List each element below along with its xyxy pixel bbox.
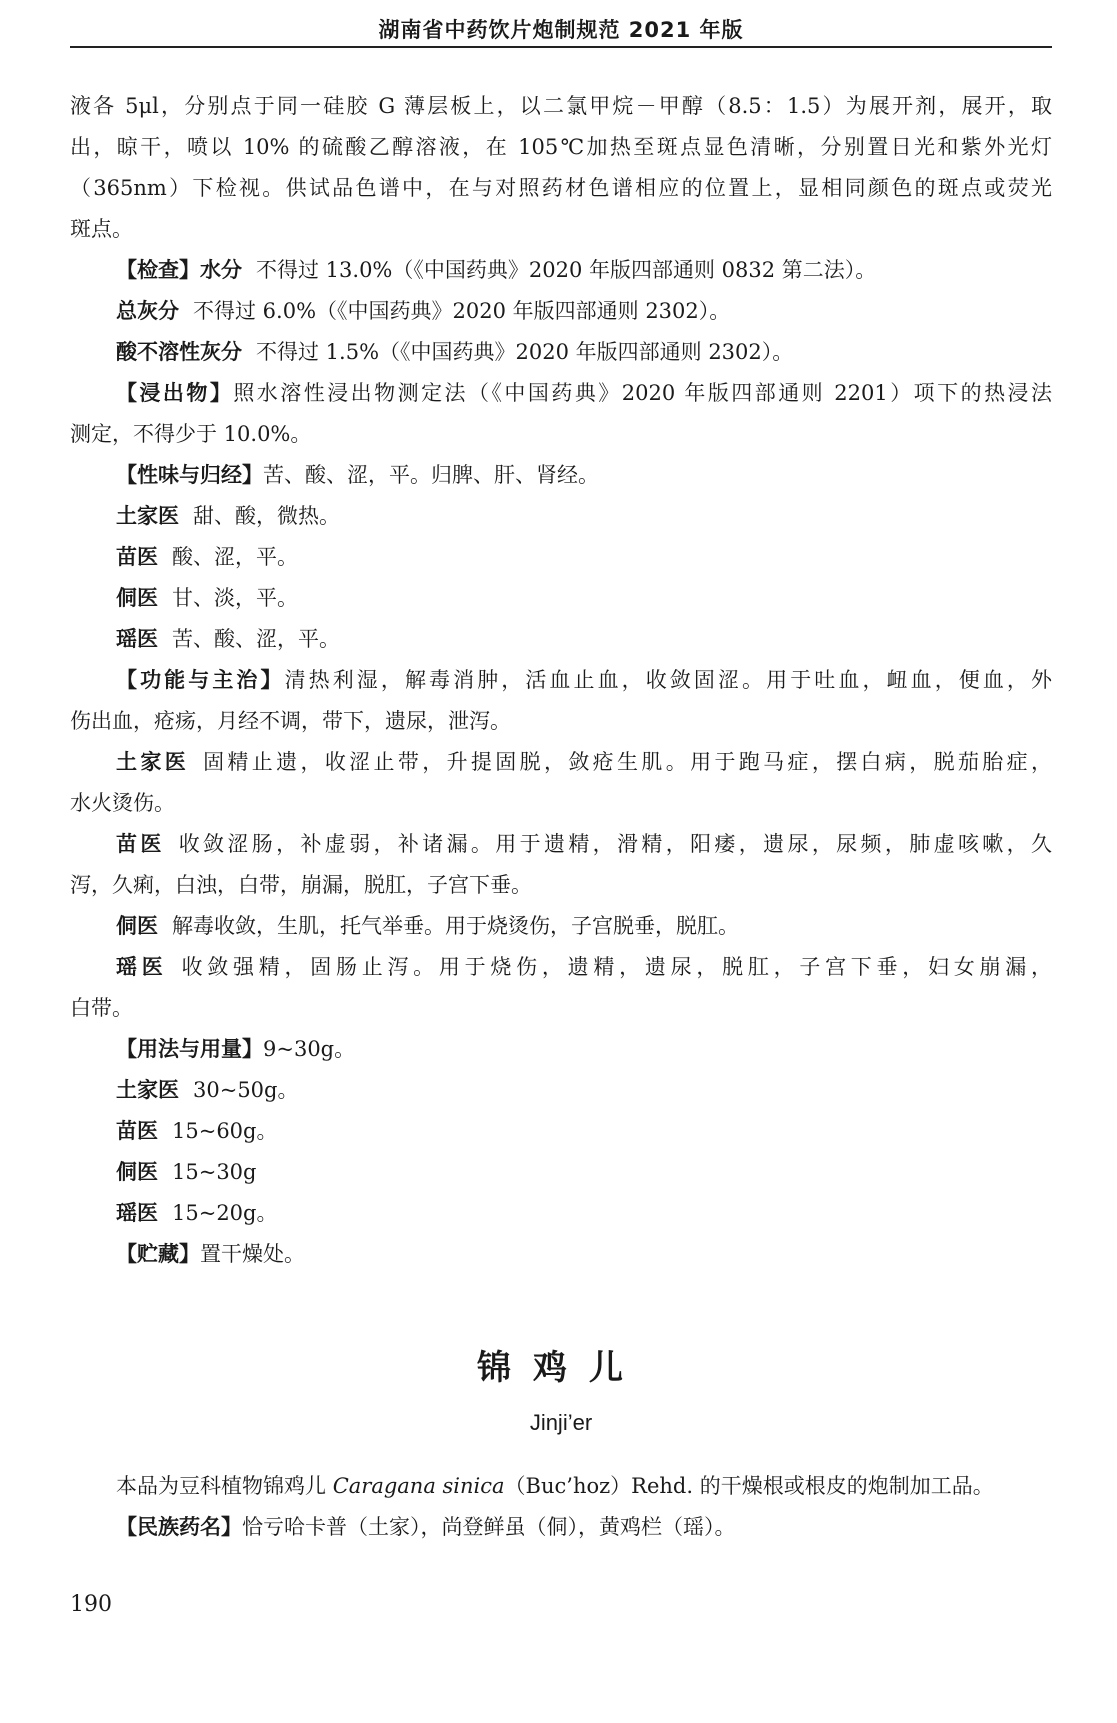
miao-label: 苗医 — [116, 832, 165, 856]
entry-title: 锦鸡儿 — [477, 1348, 645, 1388]
moisture-text: 不得过 13.0%（《中国药典》2020 年版四部通则 0832 第二法）。 — [256, 258, 877, 282]
running-header — [70, 10, 1052, 48]
body-line: 泻，久痢，白浊，白带，崩漏，脱肛，子宫下垂。 — [70, 873, 532, 897]
extract-line — [70, 373, 1052, 414]
function-text: 清热利湿，解毒消肿，活血止血，收敛固涩。用于吐血，衄血，便血，外 — [284, 668, 1052, 692]
body-line: （365nm）下检视。供试品色谱中，在与对照药材色谱相应的位置上，显相同颜色的斑点或荧光 — [70, 176, 1052, 200]
yao-label: 瑶医 — [116, 955, 168, 979]
tujia-text: 30~50g。 — [193, 1078, 299, 1102]
body-line: 测定，不得少于 10.0%。 — [70, 422, 312, 446]
section-heading-storage: 【贮藏】 — [116, 1242, 200, 1266]
dosage-line — [70, 1029, 1052, 1070]
miao-label: 苗医 — [116, 1119, 158, 1143]
function-line — [70, 660, 1052, 701]
entry-pinyin: Jinji’er — [529, 1410, 593, 1435]
nature-dong — [70, 578, 1052, 619]
page-number: 190 — [70, 1592, 112, 1617]
tujia-label: 土家医 — [116, 750, 190, 774]
nature-tujia — [70, 496, 1052, 537]
storage-text: 置干燥处。 — [200, 1242, 305, 1266]
source-text: 本品为豆科植物锦鸡儿 — [116, 1474, 326, 1498]
tujia-label: 土家医 — [116, 504, 179, 528]
miao-text: 收敛涩肠，补虚弱，补诸漏。用于遗精，滑精，阳痿，遗尿，尿频，肺虚咳嗽，久 — [178, 832, 1052, 856]
body-line: 斑点。 — [70, 217, 133, 241]
acid-ash-label: 酸不溶性灰分 — [116, 340, 242, 364]
tujia-label: 土家医 — [116, 1078, 179, 1102]
function-tujia — [70, 742, 1052, 783]
inspection-acid-ash — [70, 332, 1052, 373]
section-heading-dosage: 【用法与用量】 — [116, 1037, 263, 1061]
dong-text: 解毒收敛，生肌，托气举垂。用于烧烫伤，子宫脱垂，脱肛。 — [172, 914, 739, 938]
dong-label: 侗医 — [116, 1160, 158, 1184]
yao-label: 瑶医 — [116, 627, 158, 651]
yao-text: 收敛强精，固肠止泻。用于烧伤，遗精，遗尿，脱肛，子宫下垂，妇女崩漏， — [181, 955, 1052, 979]
total-ash-text: 不得过 6.0%（《中国药典》2020 年版四部通则 2302）。 — [193, 299, 731, 323]
section-heading-function: 【功能与主治】 — [116, 668, 285, 692]
miao-label: 苗医 — [116, 545, 158, 569]
source-line — [70, 1466, 1052, 1507]
dong-label: 侗医 — [116, 586, 158, 610]
body-line: 水火烫伤。 — [70, 791, 175, 815]
dosage-tujia — [70, 1070, 1052, 1111]
body-line: 出，晾干，喷以 10% 的硫酸乙醇溶液，在 105℃加热至斑点显色清晰，分别置日光和紫外光灯 — [70, 135, 1052, 159]
dong-text: 15~30g — [172, 1160, 257, 1184]
body-line: 液各 5μl，分别点于同一硅胶 G 薄层板上，以二氯甲烷－甲醇（8.5：1.5）为展开剂，展开，取 — [70, 94, 1052, 118]
yao-label: 瑶医 — [116, 1201, 158, 1225]
tujia-text: 固精止遗，收涩止带，升提固脱，敛疮生肌。用于跑马症，摆白病，脱茄胎症， — [203, 750, 1052, 774]
function-yao — [70, 947, 1052, 988]
tujia-text: 甜、酸，微热。 — [193, 504, 340, 528]
function-miao — [70, 824, 1052, 865]
storage-line — [70, 1234, 1052, 1275]
dosage-text: 9~30g。 — [263, 1037, 356, 1061]
dosage-dong — [70, 1152, 1052, 1193]
dong-text: 甘、淡，平。 — [172, 586, 298, 610]
moisture-label: 水分 — [200, 258, 242, 282]
body-line: 伤出血，疮疡，月经不调，带下，遗尿，泄泻。 — [70, 709, 511, 733]
function-dong — [70, 906, 1052, 947]
total-ash-label: 总灰分 — [116, 299, 179, 323]
body-line: 白带。 — [70, 996, 133, 1020]
extract-text: 照水溶性浸出物测定法（《中国药典》2020 年版四部通则 2201）项下的热浸法 — [233, 381, 1052, 405]
section-heading-extract: 【浸出物】 — [116, 381, 234, 405]
dosage-yao — [70, 1193, 1052, 1234]
inspection-moisture — [70, 250, 1052, 291]
miao-text: 15~60g。 — [172, 1119, 278, 1143]
latin-name: Caragana sinica — [332, 1474, 505, 1498]
section-heading-ethnic: 【民族药名】 — [116, 1515, 242, 1539]
nature-miao — [70, 537, 1052, 578]
inspection-total-ash — [70, 291, 1052, 332]
section-heading-inspection: 【检查】 — [116, 258, 200, 282]
book-title: 湖南省中药饮片炮制规范 2021 年版 — [378, 18, 744, 42]
yao-text: 15~20g。 — [172, 1201, 278, 1225]
entry-intro — [70, 1466, 1052, 1548]
acid-ash-text: 不得过 1.5%（《中国药典》2020 年版四部通则 2302）。 — [256, 340, 794, 364]
source-text-tail: （Buc’hoz）Rehd. 的干燥根或根皮的炮制加工品。 — [504, 1474, 994, 1498]
section-heading-nature: 【性味与归经】 — [116, 463, 263, 487]
monograph-body — [70, 86, 1052, 1275]
nature-yao — [70, 619, 1052, 660]
nature-text: 苦、酸、涩，平。归脾、肝、肾经。 — [263, 463, 599, 487]
ethnic-names-text: 恰亏哈卡普（土家），尚登鲜虽（侗），黄鸡栏（瑶）。 — [242, 1515, 736, 1539]
ethnic-names-line — [70, 1507, 1052, 1548]
miao-text: 酸、涩，平。 — [172, 545, 298, 569]
dong-label: 侗医 — [116, 914, 158, 938]
nature-line — [70, 455, 1052, 496]
yao-text: 苦、酸、涩，平。 — [172, 627, 340, 651]
dosage-miao — [70, 1111, 1052, 1152]
